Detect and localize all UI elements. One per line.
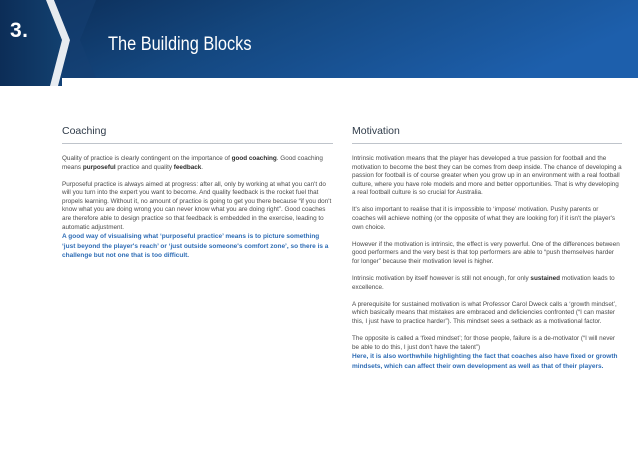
emphasis-text: sustained bbox=[530, 275, 561, 283]
text-run: Quality of practice is clearly contingent on the importance of bbox=[62, 155, 232, 162]
header-banner-graphic bbox=[0, 0, 638, 86]
text-run: . bbox=[201, 163, 204, 171]
text-run: Intrinsic motivation by itself however is still not enough, for only bbox=[352, 275, 531, 283]
text-run: However if the motivation is intrinsic, the effect is very powerful. One of the differences between good performers and the very best is that top performers are able to “push themselves harder for longer” because their motivation level is higher. bbox=[352, 240, 620, 265]
text-run: practice and quality bbox=[115, 163, 174, 171]
coaching-paragraph bbox=[62, 181, 333, 233]
motivation-paragraph bbox=[352, 301, 622, 327]
motivation-highlight: Here, it is also worthwhile highlighting the fact that coaches also have fixed or growth mindsets, which can affect their own development as well as that of their players. bbox=[352, 353, 618, 370]
motivation-heading: Motivation bbox=[352, 125, 622, 144]
motivation-paragraph bbox=[352, 335, 622, 352]
text-run: The opposite is called a ‘fixed mindset’; for those people, failure is a de-motivator (“I will never be able to do this, I just don't have the talent”) bbox=[352, 335, 616, 351]
text-run: A prerequisite for sustained motivation is what Professor Carol Dweck calls a ‘growth mindset’, which basically means that mistakes are embraced and deficiencies confronted (“I can master this, I just have to practice harder”). This mindset sees a setback as a motivational factor. bbox=[352, 300, 617, 325]
emphasis-text: feedback bbox=[173, 163, 202, 171]
page-header bbox=[0, 0, 638, 86]
text-run: motivation leads to excellence. bbox=[352, 275, 615, 291]
motivation-paragraph bbox=[352, 241, 622, 267]
text-run: Intrinsic motivation means that the player has developed a true passion for football and the motivation to become the best they can be comes from deep inside. The chance of developing a passion for football is of course greater when you grow up in an environment with a real football culture, where you have role models and more and better opportunities. That is why developing a real football culture is so crucial for Australia. bbox=[352, 155, 622, 197]
emphasis-text: good coaching bbox=[231, 155, 277, 162]
motivation-paragraph bbox=[352, 155, 622, 198]
motivation-column bbox=[352, 125, 622, 371]
text-run: It's also important to realise that it is impossible to ‘impose’ motivation. Pushy parents or coaches will achieve nothing (or the opposite of what they are looking for) if it isn't the player's own choice. bbox=[352, 206, 616, 231]
coaching-highlight: A good way of visualising what ‘purposeful practice’ means is to picture something ‘just beyond the player's reach’ or ‘just outside someone's comfort zone’, so there is a challenge but not one that is too difficult. bbox=[62, 233, 329, 260]
motivation-paragraph bbox=[352, 206, 622, 232]
text-run: Purposeful practice is always aimed at progress: after all, only by working at what you can't do will you turn into the expert you want to become. And quality feedback is the rocket fuel that propels learning. Without it, no amount of practice is going to get you there because “if you don't know what you are doing wrong you can never know what you are doing right”. Good coaches are therefore able to design practice so that feedback is embedded in the exercise, leading to automatic adjustment. bbox=[62, 180, 332, 231]
emphasis-text: purposeful bbox=[82, 163, 116, 171]
coaching-paragraph bbox=[62, 155, 333, 172]
text-run: . Good coaching means bbox=[62, 155, 323, 171]
coaching-column bbox=[62, 125, 333, 260]
coaching-heading: Coaching bbox=[62, 125, 333, 144]
motivation-paragraph bbox=[352, 275, 622, 292]
page-title: The Building Blocks bbox=[108, 34, 252, 55]
section-number: 3. bbox=[10, 19, 29, 42]
